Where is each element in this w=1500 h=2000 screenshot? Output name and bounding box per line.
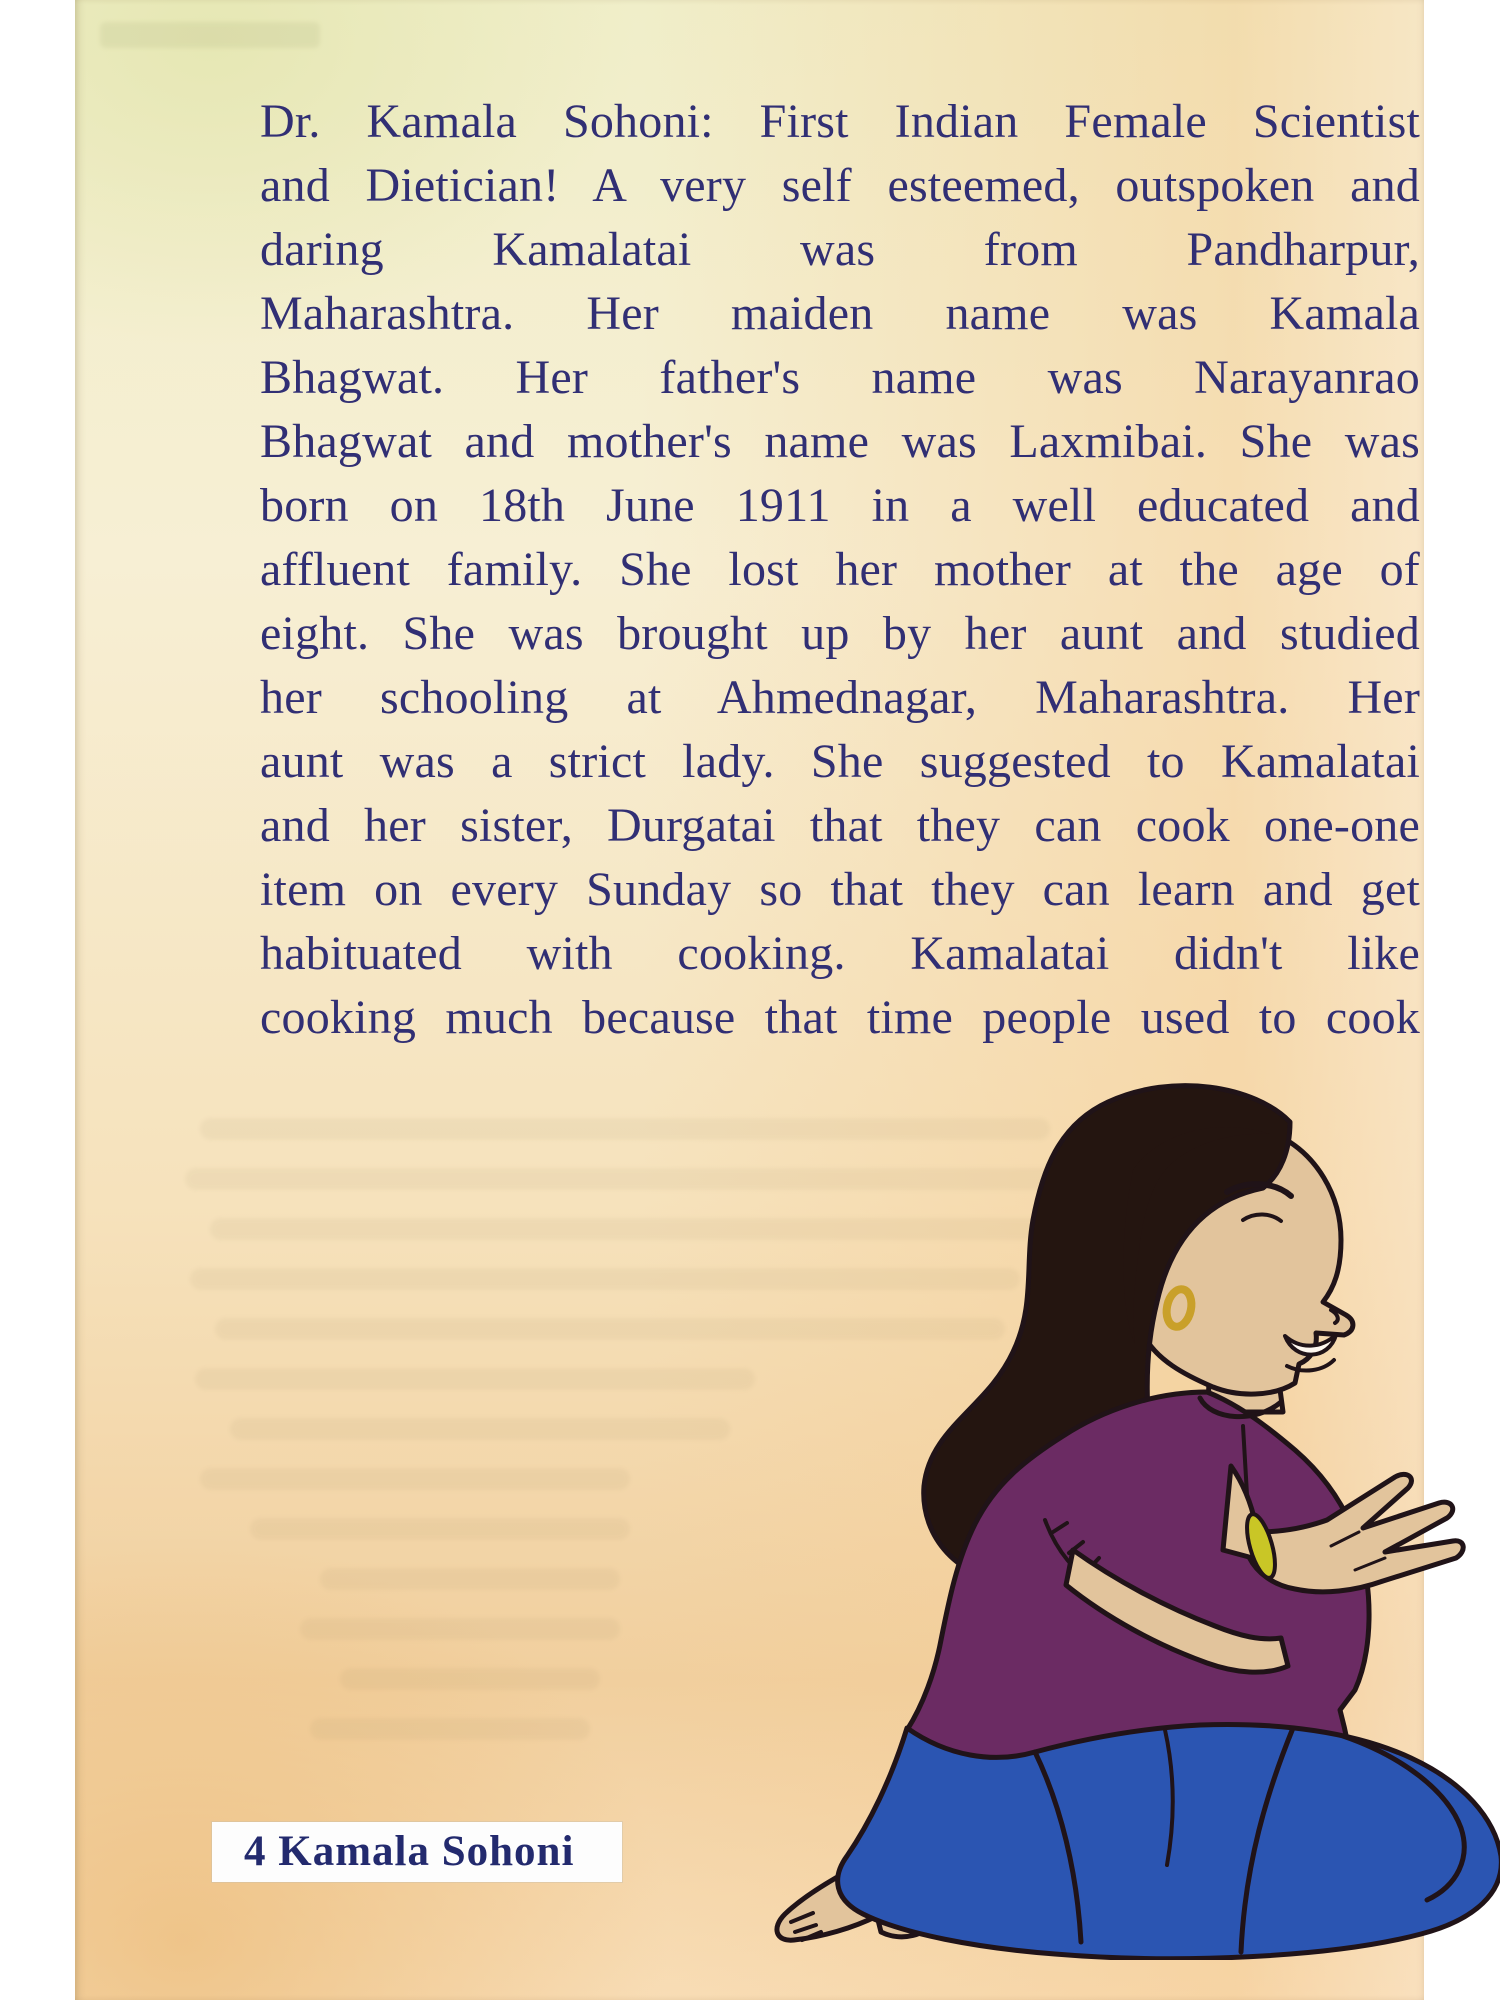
text-line: daring Kamalatai was from Pandharpur, [260,223,1420,276]
jeans-shape [838,1724,1500,1958]
article-text [260,90,1420,1050]
text-line: cooking much because that time people used to cook [260,991,1420,1044]
bleed-through-line [320,1568,620,1590]
text-line: and Dietician! A very self esteemed, outspoken and [260,159,1420,212]
text-line: Bhagwat and mother's name was Laxmibai. She was [260,415,1420,468]
text-line: habituated with cooking. Kamalatai didn't like [260,927,1420,980]
text-line: Bhagwat. Her father's name was Narayanrao [260,351,1420,404]
bleed-through-line [310,1718,590,1740]
bleed-through-line [300,1618,620,1640]
bleed-through-line [230,1418,730,1440]
bleed-through-line [195,1368,755,1390]
text-line: aunt was a strict lady. She suggested to Kamalatai [260,735,1420,788]
bleed-through-line [340,1668,600,1690]
text-line: Dr. Kamala Sohoni: First Indian Female Scientist [260,95,1420,148]
bleed-through-line [250,1518,630,1540]
text-line: born on 18th June 1911 in a well educated and [260,479,1420,532]
page-footer-label: 4 Kamala Sohoni [212,1822,622,1882]
bleed-through-line [200,1468,630,1490]
text-line: eight. She was brought up by her aunt and studied [260,607,1420,660]
text-line: item on every Sunday so that they can learn and get [260,863,1420,916]
text-line: and her sister, Durgatai that they can cook one-one [260,799,1420,852]
woman-illustration [695,1080,1500,1960]
text-line: Maharashtra. Her maiden name was Kamala [260,287,1420,340]
text-line: her schooling at Ahmednagar, Maharashtra. Her [260,671,1420,724]
text-line: affluent family. She lost her mother at the age of [260,543,1420,596]
bleed-through-line [100,22,320,48]
scanned-book-page [75,0,1424,2000]
